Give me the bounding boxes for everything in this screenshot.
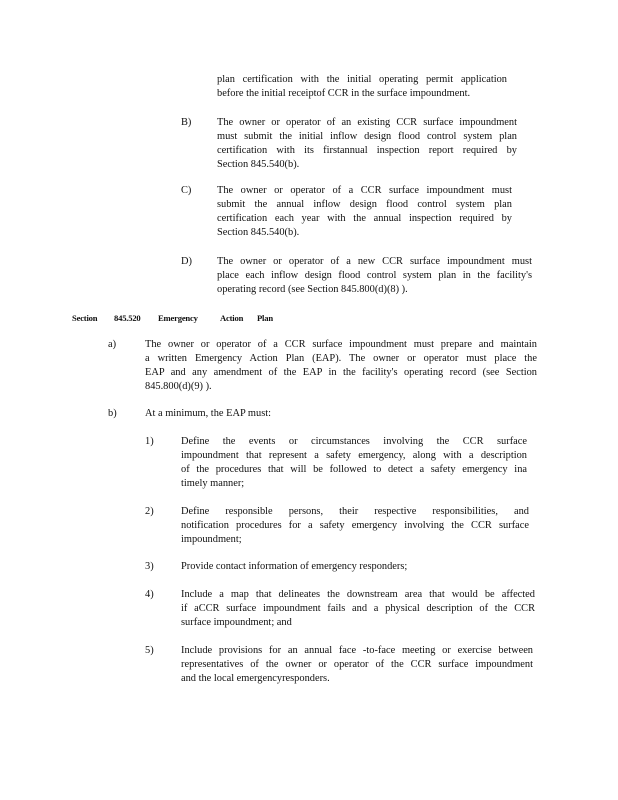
item-d-text	[217, 255, 532, 297]
text-line: Section 845.540(b).	[217, 159, 300, 170]
text-line: representatives of the owner or operator of the CCR surface impoundment	[181, 659, 533, 670]
text-line: The owner or operator of an existing CCR surface impoundment	[217, 117, 517, 128]
numbered-label-3: 3)	[145, 561, 154, 572]
numbered-label-1: 1)	[145, 436, 154, 447]
subsection-b-text	[145, 407, 445, 421]
numbered-item-1	[181, 435, 527, 491]
numbered-label-4: 4)	[145, 589, 154, 600]
text-line: Section 845.540(b).	[217, 227, 300, 238]
numbered-item-3	[181, 560, 441, 574]
text-line: surface impoundment; and	[181, 617, 292, 628]
text-line: certification each year with the annual inspection required by	[217, 213, 512, 224]
subsection-label-a: a)	[108, 339, 117, 350]
text-line: The owner or operator of a CCR surface impoundment must	[217, 185, 512, 196]
text-line: submit the annual inflow design flood control system plan	[217, 199, 512, 210]
item-label-c: C)	[181, 185, 192, 196]
text-line: place each inflow design flood control system plan in the facility's	[217, 270, 532, 281]
numbered-label-5: 5)	[145, 645, 154, 656]
text-line: a written Emergency Action Plan (EAP). The owner or operator must place the	[145, 353, 537, 364]
text-line: Include provisions for an annual face -to-face meeting or exercise between	[181, 645, 533, 656]
text-line: plan certification with the initial operating permit application	[217, 74, 507, 85]
text-line: Define the events or circumstances involving the CCR surface	[181, 436, 527, 447]
text-line: Include a map that delineates the downstream area that would be affected	[181, 589, 535, 600]
text-line: and the local emergencyresponders.	[181, 673, 330, 684]
subsection-label-b: b)	[108, 408, 117, 419]
subsection-a-text	[145, 338, 537, 394]
text-line: if aCCR surface impoundment fails and a physical description of the CCR	[181, 603, 535, 614]
text-line: timely manner;	[181, 478, 245, 489]
text-line: notification procedures for a safety emergency involving the CCR surface	[181, 520, 529, 531]
numbered-label-2: 2)	[145, 506, 154, 517]
numbered-item-5	[181, 644, 533, 686]
item-b-text	[217, 116, 517, 172]
text-line: certification with its firstannual inspection report required by	[217, 145, 517, 156]
text-line: At a minimum, the EAP must:	[145, 408, 272, 419]
text-line: The owner or operator of a new CCR surface impoundment must	[217, 256, 532, 267]
text-line: must submit the initial inflow design flood control system plan	[217, 131, 517, 142]
item-label-b: B)	[181, 117, 192, 128]
item-label-d: D)	[181, 256, 192, 267]
section-title-word: Action	[220, 313, 244, 323]
text-line: impoundment that represent a safety emergency, along with a description	[181, 450, 527, 461]
text-line: The owner or operator of a CCR surface impoundment must prepare and maintain	[145, 339, 537, 350]
section-word: Section	[72, 313, 98, 323]
numbered-item-2	[181, 505, 529, 547]
text-line: EAP and any amendment of the EAP in the facility's operating record (see Section	[145, 367, 537, 378]
text-line: of the procedures that will be followed to detect a safety emergency ina	[181, 464, 527, 475]
section-title-word: Plan	[257, 313, 273, 323]
numbered-item-4	[181, 588, 535, 630]
text-line: operating record (see Section 845.800(d)(8) ).	[217, 284, 408, 295]
continuation-paragraph	[217, 73, 507, 101]
item-c-text	[217, 184, 512, 240]
section-title-word: Emergency	[158, 313, 198, 323]
text-line: Define responsible persons, their respective responsibilities, and	[181, 506, 529, 517]
text-line: Provide contact information of emergency responders;	[181, 561, 408, 572]
text-line: before the initial receiptof CCR in the surface impoundment.	[217, 88, 471, 99]
section-number: 845.520	[114, 313, 141, 323]
text-line: 845.800(d)(9) ).	[145, 381, 212, 392]
text-line: impoundment;	[181, 534, 242, 545]
